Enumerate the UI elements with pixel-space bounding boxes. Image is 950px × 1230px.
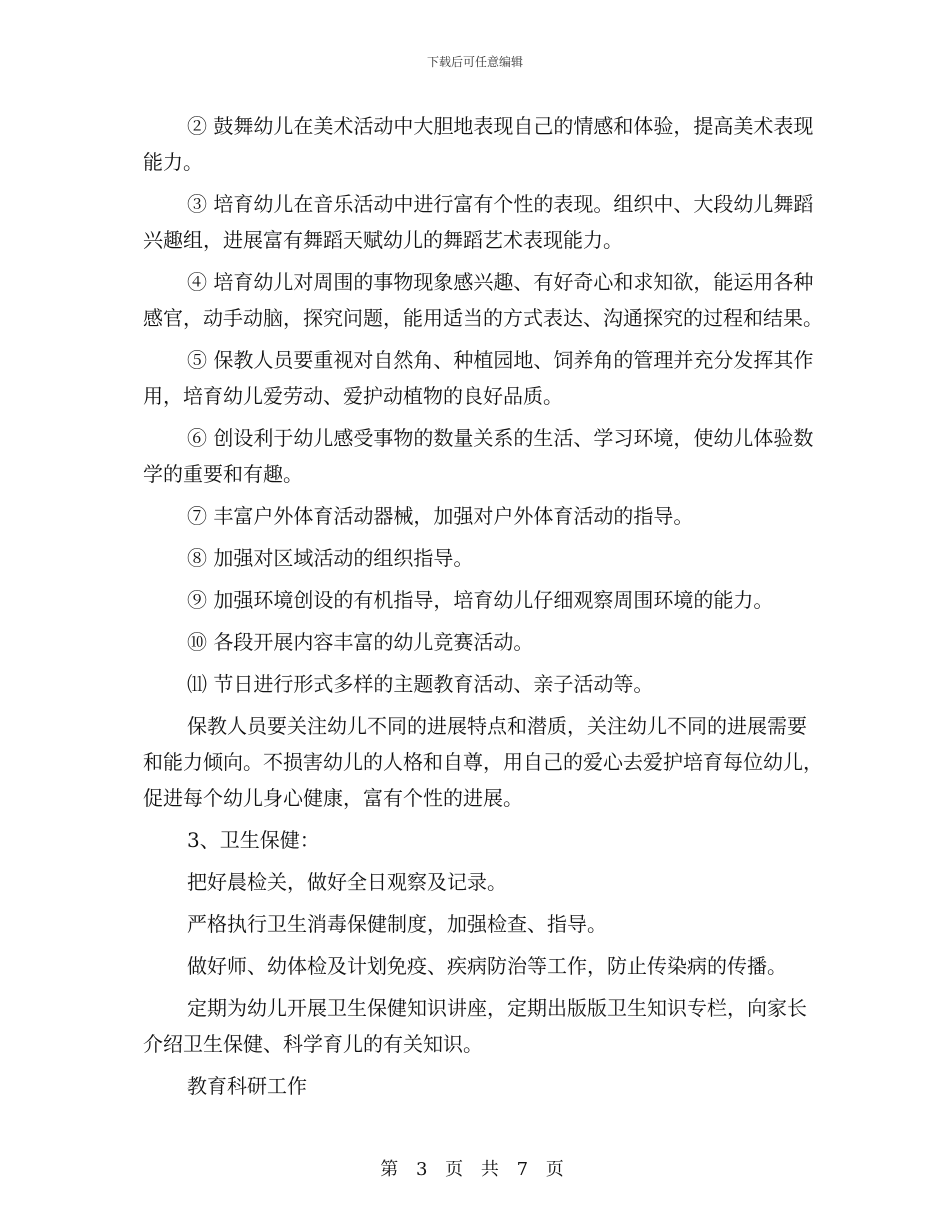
paragraph: ⑨ 加强环境创设的有机指导，培育幼儿仔细观察周围环境的能力。 <box>187 588 774 612</box>
section-heading: 3、卫生保健： <box>187 828 320 852</box>
paragraph: ⑾ 节日进行形式多样的主题教育活动、亲子活动等。 <box>187 672 654 696</box>
paragraph: ⑥ 创设利于幼儿感受事物的数量关系的生活、学习环境，使幼儿体验数学的重要和有趣。 <box>143 426 814 486</box>
paragraph: ⑩ 各段开展内容丰富的幼儿竞赛活动。 <box>187 630 534 654</box>
paragraph: ② 鼓舞幼儿在美术活动中大胆地表现自己的情感和体验，提高美术表现能力。 <box>143 114 814 174</box>
paragraph: 做好师、幼体检及计划免疫、疾病防治等工作，防止传染病的传播。 <box>187 954 787 978</box>
document-body <box>143 108 823 1110</box>
paragraph: ③ 培育幼儿在音乐活动中进行富有个性的表现。组织中、大段幼儿舞蹈兴趣组，进展富有舞蹈天赋幼儿的舞蹈艺术表现能力。 <box>143 192 814 252</box>
paragraph: 严格执行卫生消毒保健制度，加强检查、指导。 <box>187 912 607 936</box>
paragraph: ④ 培育幼儿对周围的事物现象感兴趣、有好奇心和求知欲，能运用各种感官，动手动脑，探究问题，能用适当的方式表达、沟通探究的过程和结果。 <box>143 270 823 330</box>
page-header: 下载后可任意编辑 <box>426 55 523 69</box>
paragraph: 把好晨检关，做好全日观察及记录。 <box>187 870 507 894</box>
paragraph: ⑦ 丰富户外体育活动器械，加强对户外体育活动的指导。 <box>187 504 694 528</box>
paragraph: 保教人员要关注幼儿不同的进展特点和潜质，关注幼儿不同的进展需要和能力倾向。不损害幼儿的人格和自尊，用自己的爱心去爱护培育每位幼儿，促进每个幼儿身心健康，富有个性的进展。 <box>143 714 823 810</box>
page-footer: 第 3 页 共 7 页 <box>380 1159 570 1180</box>
section-heading: 教育科研工作 <box>187 1074 307 1098</box>
paragraph: 定期为幼儿开展卫生保健知识讲座，定期出版版卫生知识专栏，向家长介绍卫生保健、科学育儿的有关知识。 <box>143 996 807 1056</box>
paragraph: ⑤ 保教人员要重视对自然角、种植园地、饲养角的管理并充分发挥其作用，培育幼儿爱劳动、爱护动植物的良好品质。 <box>143 348 814 408</box>
paragraph: ⑧ 加强对区域活动的组织指导。 <box>187 546 474 570</box>
